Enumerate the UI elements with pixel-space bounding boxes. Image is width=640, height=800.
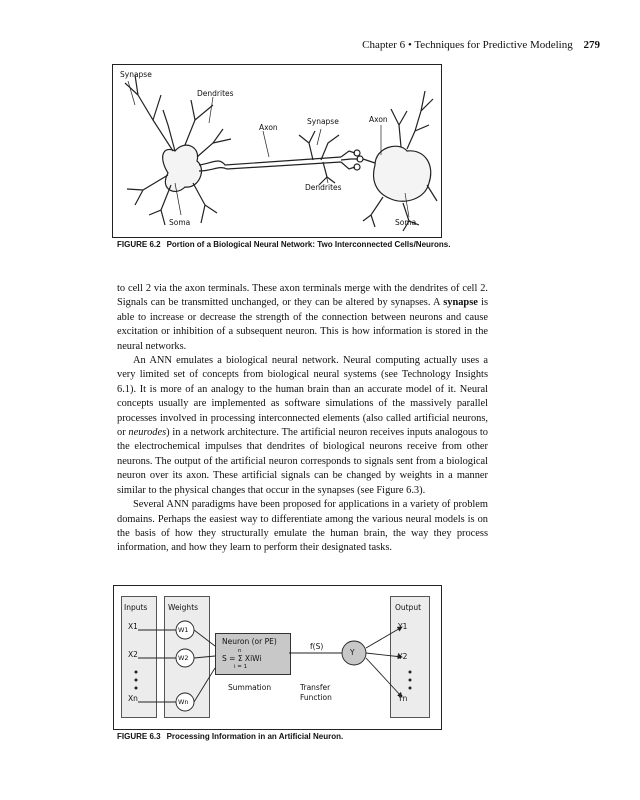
inputs-header: Inputs: [124, 603, 148, 612]
page-number: 279: [583, 39, 600, 51]
neuron-illustration: [113, 65, 441, 237]
input-x1: X1: [128, 622, 138, 631]
figure-6-2-caption: [117, 240, 450, 249]
output-y1: Y1: [398, 622, 408, 631]
figure-6-2-biological-neurons: [112, 64, 442, 238]
chapter-label: Chapter 6: [362, 39, 406, 51]
paragraph-2: [117, 354, 488, 498]
body-text: [117, 282, 488, 556]
paragraph-3: Several ANN paradigms have been proposed for applications in a variety of problem domains. Perhaps the easiest way to differentiate among the various neural models is on the basis of how they structurally emulate the human brain, the way they process information, and how they learn to perform their designated tasks.: [117, 499, 488, 554]
label-soma-right: Soma: [395, 218, 417, 227]
label-axon: Axon: [259, 123, 278, 132]
figure-6-3-artificial-neuron: [113, 585, 442, 730]
p2-text-a: An ANN emulates a biological neural network. Neural computing actually uses a very limited set of concepts from biological neural systems (see Technology Insights 6.1). It is more of an analogy to the human brain than an accurate model of it. Neural concepts usually are implemented as software simulations of the massively parallel processes involved in processing interconnected elements (also called artificial neurons, or: [117, 355, 488, 439]
input-x2: X2: [128, 650, 138, 659]
label-dendrites-top: Dendrites: [197, 89, 234, 98]
label-dendrites-mid: Dendrites: [305, 183, 342, 192]
summation-formula: S = Σ XiWi: [222, 654, 262, 663]
neuron-title: Neuron (or PE): [222, 637, 277, 646]
weight-w1: W1: [178, 626, 189, 634]
summation-label: Summation: [228, 683, 272, 692]
figure-6-3-caption: [117, 732, 343, 741]
transfer-label: Transfer: [300, 683, 331, 692]
label-soma-left: Soma: [169, 218, 191, 227]
p1-term-synapse: synapse: [443, 297, 478, 309]
p2-term-neurodes: neurodes: [128, 427, 167, 439]
label-synapse-mid: Synapse: [307, 117, 339, 126]
weight-w2: W2: [178, 654, 189, 662]
label-synapse-left: Synapse: [120, 70, 152, 79]
input-xn: Xn: [128, 694, 138, 703]
figure-6-3-number: FIGURE 6.3: [117, 732, 161, 741]
weight-wn: Wn: [178, 698, 189, 706]
figure-6-2-title: Portion of a Biological Neural Network: Two Interconnected Cells/Neurons.: [166, 240, 451, 249]
sum-upper-limit: n: [238, 648, 242, 654]
p1-text-a: to cell 2 via the axon terminals. These axon terminals merge with the dendrites of cell 2. Signals can be transmitted unchanged, or they can be altered by synapses. A: [117, 283, 488, 309]
p1-text-b: is able to increase or decrease the strength of the connection between neurons and cause excitation or inhibition of a subsequent neuron. This is how information is stored in the neural networks.: [117, 297, 488, 352]
chapter-title: Techniques for Predictive Modeling: [414, 39, 573, 51]
output-y: Y: [350, 648, 355, 657]
weights-header: Weights: [168, 603, 199, 612]
output-y2: Y2: [398, 652, 408, 661]
figure-6-3-title: Processing Information in an Artificial Neuron.: [166, 732, 344, 741]
transfer-fs: f(S): [310, 642, 324, 651]
p2-text-b: ) in a network architecture. The artificial neuron receives inputs analogous to the electrochemical impulses that dendrites of biological neurons receive from other neurons. The output of the artificial neuron corresponds to signals sent from a biological neuron over its axon. These artificial signals can be changed by weights in a manner similar to the physical changes that occur in the synapses (see Figure 6.3).: [117, 427, 488, 496]
output-header: Output: [395, 603, 422, 612]
label-axon-right: Axon: [369, 115, 388, 124]
running-head: [362, 39, 600, 51]
figure-6-2-number: FIGURE 6.2: [117, 240, 161, 249]
paragraph-1: [117, 282, 488, 354]
neuron-connections: [114, 586, 441, 729]
sum-lower-limit: i = 1: [234, 664, 248, 670]
function-label: Function: [300, 693, 332, 702]
bullet: •: [407, 39, 412, 51]
output-yn: Yn: [398, 694, 408, 703]
